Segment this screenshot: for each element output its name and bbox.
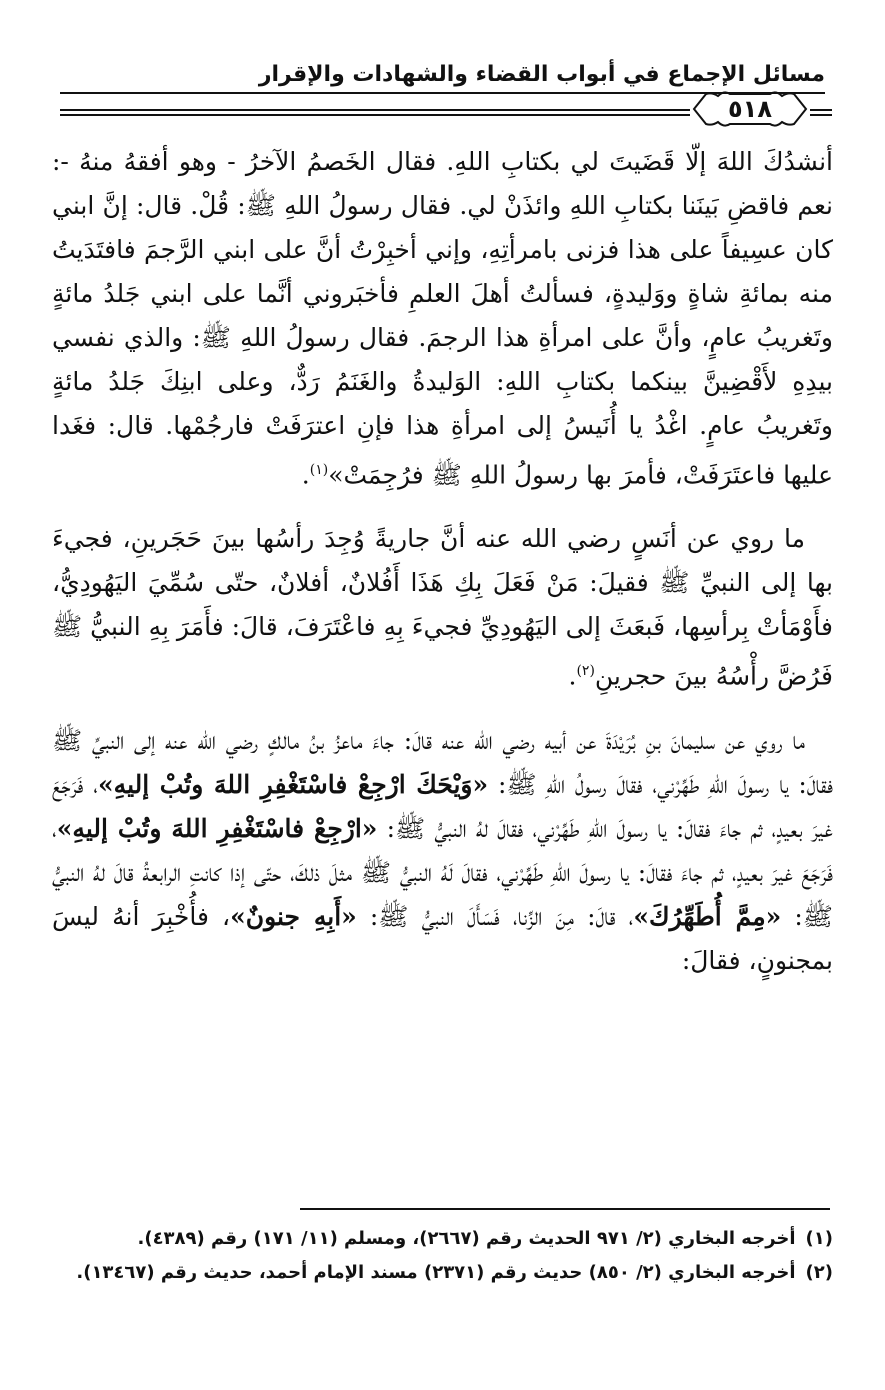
hadith-quote: «وَيْحَكَ ارْجِعْ فاسْتَغْفِرِ اللهَ وتُبْ إليهِ» bbox=[98, 769, 489, 799]
footnote-ref[interactable]: (٢) bbox=[576, 663, 595, 680]
footnote-number: (٢) bbox=[805, 1262, 833, 1283]
footnote-separator bbox=[300, 1208, 830, 1210]
paragraph-text: أنشدُكَ اللهَ إلّا قَضَيتَ لي بكتابِ اللهِ. فقال الخَصمُ الآخرُ - وهو أفقهُ منهُ -: نعم فاقضِ بَينَنا بكتابِ اللهِ وائذَنْ لي. فقال رسولُ اللهِ ﷺ: قُلْ. قال: إنَّ ابني كان عسِيفاً على هذا فزنى بامرأتِهِ، وإني أخبِرْتُ أنَّ على ابني الرَّجمَ فافتَدَيتُ منه بمائةِ شاةٍ ووَليدةٍ، فسألتُ أهلَ العلمِ فأخبَروني أنَّما على ابني جَلدُ مائةٍ وتَغريبُ عامٍ، وأنَّ على امرأةِ هذا الرجمَ. فقال رسولُ اللهِ ﷺ: والذي نفسي بيدِهِ لأَقْضِينَّ بينكما بكتابِ اللهِ: الوَليدةُ والغَنَمُ رَدٌّ، وعلى ابنِكَ جَلدُ مائةٍ وتَغريبُ عامٍ. اغْدُ يا أُنَيسُ إلى امرأةِ هذا فإنِ اعترَفَتْ فارجُمْها. قال: فغَدا عليها فاعتَرَفَتْ، فأمرَ بها رسولُ اللهِ ﷺ فرُجِمَتْ» bbox=[52, 147, 833, 490]
footnote-ref[interactable]: (١) bbox=[309, 462, 329, 478]
paragraph-text: ، فَرَجَعَ غيرَ بعيدٍ، ثم جاءَ فقالَ: يا رسولَ اللهِ طَهِّرْني، فقالَ لَهُ النبيُّ ﷺ مثلَ ذلكَ، حتّى إذا كانتِ الرابعةُ قالَ لهُ النبيُّ ﷺ: bbox=[52, 813, 833, 931]
page-number: ٥١٨ bbox=[728, 95, 772, 123]
header-ornament-line bbox=[60, 114, 690, 116]
footnote-2 bbox=[52, 1256, 833, 1290]
header-ornament-line bbox=[810, 114, 832, 116]
footnote-text: أخرجه البخاري (٢/ ٨٥٠) حديث رقم (٢٣٧١) مسند الإمام أحمد، حديث رقم (١٣٤٦٧). bbox=[76, 1262, 796, 1283]
main-text bbox=[52, 140, 833, 983]
paragraph-2 bbox=[52, 517, 833, 698]
footnote-1 bbox=[52, 1222, 833, 1256]
paragraph-text: ، فَرَجَعَ غيرَ بعيدٍ، ثم جاءَ فقالَ: يا رسولَ اللهِ طَهِّرْني، فقالَ لهُ النبيُّ ﷺ: bbox=[52, 769, 833, 843]
header-ornament-line bbox=[60, 109, 690, 111]
paragraph-1 bbox=[52, 140, 833, 497]
header-ornament-line bbox=[810, 109, 832, 111]
hadith-quote: «ارْجِعْ فاسْتَغْفِرِ اللهَ وتُبْ إليهِ» bbox=[56, 813, 378, 843]
footnote-text: أخرجه البخاري (٢/ ٩٧١ الحديث رقم (٢٦٦٧)، ومسلم (١١/ ١٧١) رقم (٤٣٨٩). bbox=[137, 1228, 796, 1249]
hadith-quote: «مِمَّ أُطَهِّرُكَ» bbox=[633, 901, 782, 931]
paragraph-text: ما روي عن أنَسٍ رضي الله عنه أنَّ جاريةً وُجِدَ رأسُها بينَ حَجَرينِ، فجيءَ بها إلى النبيِّ ﷺ فقيلَ: مَنْ فَعَلَ بِكِ هَذَا أَفُلانٌ، أفلانٌ، حتّى سُمِّيَ اليَهُودِيُّ، فأَوْمَأتْ بِرأسِها، فَبعَثَ إلى اليَهُودِيِّ فجيءَ بِهِ فاعْتَرَفَ، قالَ: فأَمَرَ بِهِ النبيُّ ﷺ فَرُضَّ رأْسُهُ بينَ حجرينِ bbox=[52, 524, 833, 691]
paragraph-text: ، قالَ: مِنَ الزِّنا، فَسَأَلَ النبيُّ ﷺ: bbox=[369, 901, 634, 931]
paragraph-text: ، فأُخْبِرَ أنهُ ليسَ بمجنونٍ، فقالَ: bbox=[52, 901, 833, 975]
paragraph-text: ما روي عن سليمانَ بنِ بُرَيْدَةَ عن أبيه رضي الله عنه قالَ: جاءَ ماعزُ بنُ مالكٍ رضي الله عنه إلى النبيِّ ﷺ فقالَ: يا رسولَ اللهِ طَهِّرْني، فقالَ رسولُ اللهِ ﷺ: bbox=[52, 725, 833, 799]
footnote-number: (١) bbox=[805, 1228, 833, 1249]
paragraph-end: . bbox=[568, 661, 577, 691]
page-number-cartouche bbox=[690, 88, 810, 130]
hadith-quote: «أَبِهِ جنونٌ» bbox=[230, 901, 357, 931]
paragraph-end: . bbox=[301, 460, 310, 490]
paragraph-3 bbox=[52, 719, 833, 983]
footnotes bbox=[52, 1222, 833, 1290]
running-header-title: مسائل الإجماع في أبواب القضاء والشهادات والإقرار bbox=[258, 62, 825, 87]
